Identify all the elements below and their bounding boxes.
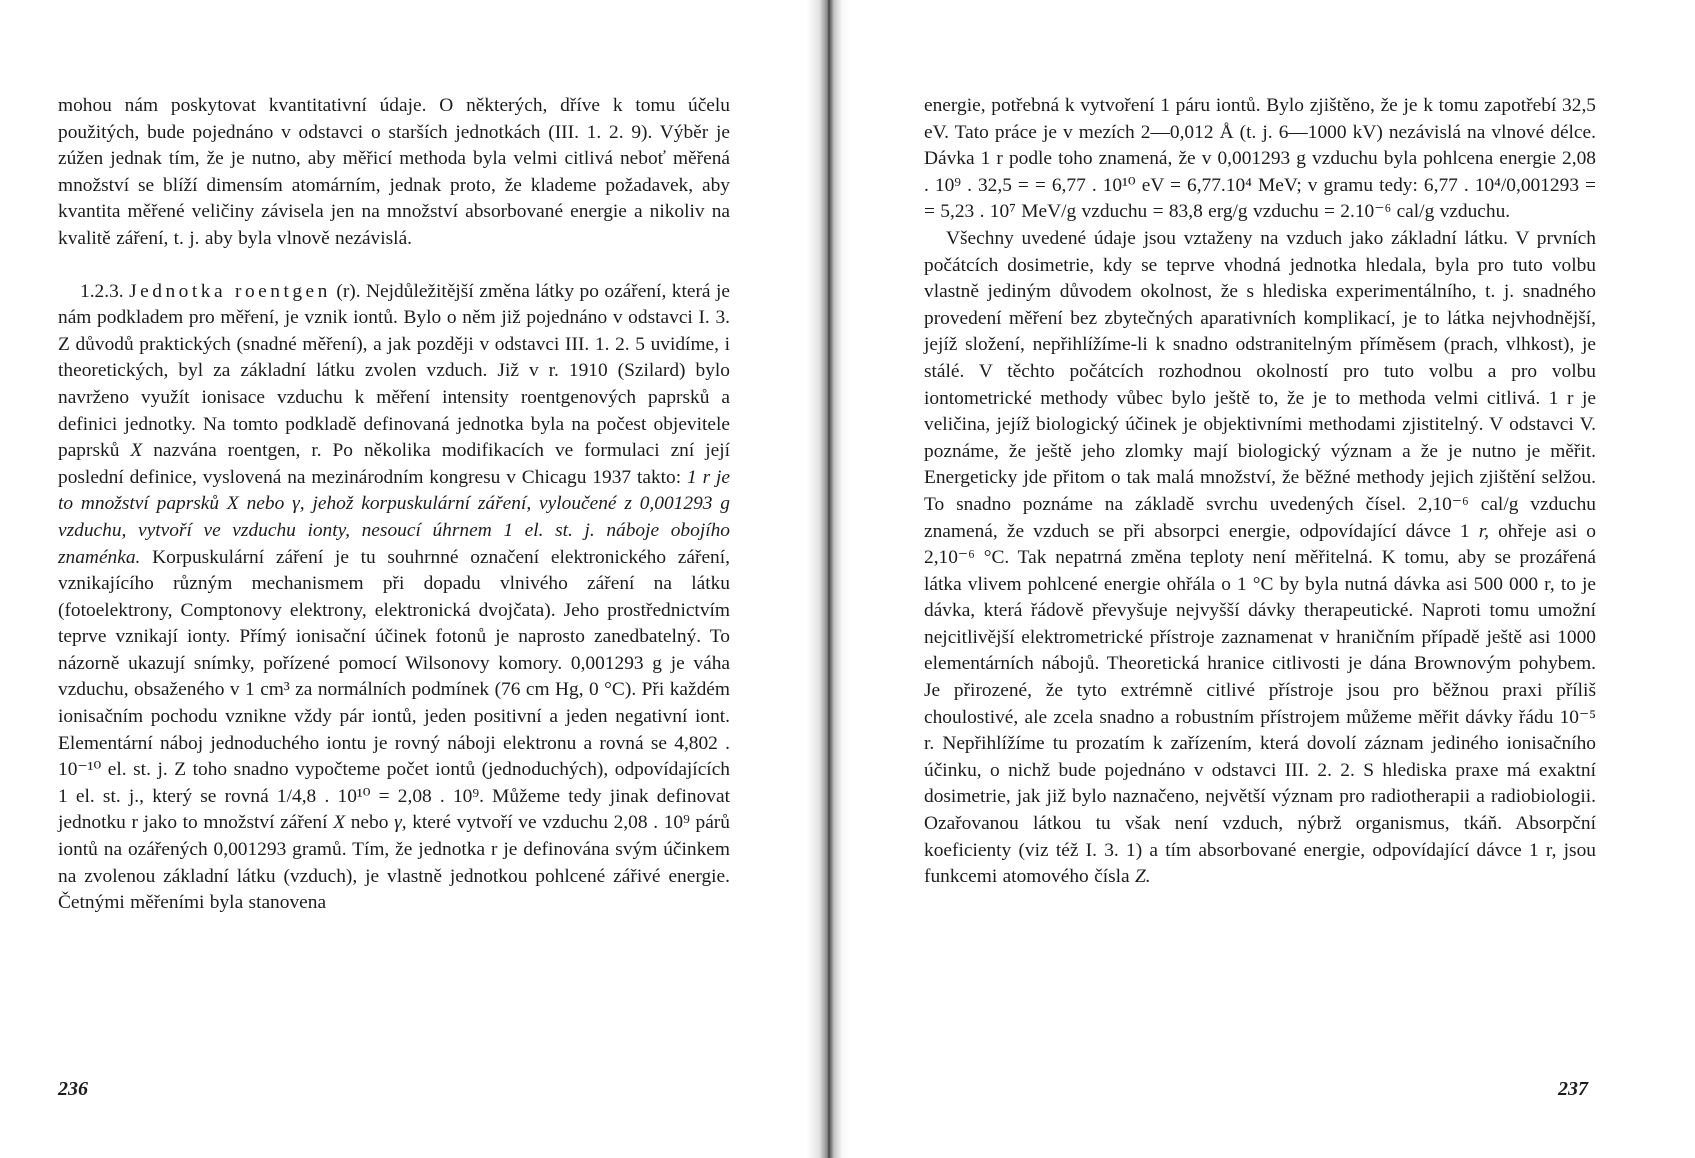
section-paragraph: 1.2.3. Jednotka roentgen (r). Nejdůležitější změna látky po ozáření, která je nám podkladem pro měření, je vznik iontů. Bylo o něm již pojednáno v odstavci I. 3. Z důvodů praktických (snadné měření), a jak později v odstavci III. 1. 2. 5 uvidíme, i theoretických, byl za základní látku zvolen vzduch. Již v r. 1910 (Szilard) bylo navrženo využít ionisace vzduchu k měření intensity roentgenových paprsků a definici jednotky. Na tomto podkladě definovaná jednotka byla na počest objevitele paprsků X nazvána roentgen, r. Po několika modifikacích ve formulaci zní její poslední definice, vyslovená na mezinárodním kongresu v Chicagu 1937 takto: 1 r je to množství paprsků X nebo γ, jehož korpuskulární záření, vyloučené z 0,001293 g vzduchu, vytvoří ve vzduchu ionty, nesoucí úhrnem 1 el. st. j. náboje obojího znaménka. Korpuskulární záření je tu souhrnné označení elektronického záření, vznikajícího různým mechanismem při dopadu vlnivého záření na látku (fotoelektrony, Comptonovy elektrony, elektronická dvojčata). Jeho prostřednictvím teprve vznikají ionty. Přímý ionisační účinek fotonů je naprosto zanedbatelný. To názorně ukazují snímky, pořízené pomocí Wilsonovy komory. 0,001293 g je váha vzduchu, obsaženého v 1 cm³ za normálních podmínek (76 cm Hg, 0 °C). Při každém ionisačním pochodu vznikne vždy pár iontů, jeden positivní a jeden negativní iont. Elementární náboj jednoduchého iontu je rovný náboji elektronu a rovná se 4,802 . 10⁻¹⁰ el. st. j. Z toho snadno vypočteme počet iontů (jednoduchých), odpovídajících 1 el. st. j., který se rovná 1/4,8 . 10¹⁰ = 2,08 . 10⁹. Můžeme tedy jinak definovat jednotku r jako to množství záření X nebo γ, které vytvoří ve vzduchu 2,08 . 10⁹ párů iontů na ozářených 0,001293 gramů. Tím, že jednotka r je definována svým účinkem na zvolenou základní látku (vzduch), je vlastně jednotkou pohlcené zářivé energie. Četnými měřeními byla stanovena	[58, 280, 730, 914]
left-page-text	[58, 93, 730, 917]
right-page	[828, 0, 1695, 1158]
book-gutter	[806, 0, 850, 1158]
right-page-text	[924, 93, 1596, 891]
section-number: 1.2.3.	[80, 280, 124, 302]
paragraph: energie, potřebná k vytvoření 1 páru iontů. Bylo zjištěno, že je k tomu zapotřebí 32,5 eV. Tato práce je v mezích 2—0,012 Å (t. j. 6—1000 kV) nezávislá na vlnové délce. Dávka 1 r podle toho znamená, že v 0,001293 g vzduchu byla pohlcena energie 2,08 . 10⁹ . 32,5 = = 6,77 . 10¹⁰ eV = 6,77.10⁴ MeV; v gramu tedy: 6,77 . 10⁴/0,001293 = = 5,23 . 10⁷ MeV/g vzduchu = 83,8 erg/g vzduchu = 2.10⁻⁶ cal/g vzduchu.	[924, 95, 1596, 223]
left-page	[0, 0, 828, 1158]
unit-definition: 1 r je to množství paprsků X nebo γ, jehož korpuskulární záření, vyloučené z 0,001293 g vzduchu, vytvoří ve vzduchu ionty, nesoucí úhrnem 1 el. st. j. náboje obojího znaménka.	[58, 466, 730, 568]
paragraph: Všechny uvedené údaje jsou vztaženy na vzduch jako základní látku. V prvních počátcích dosimetrie, kdy se teprve vhodná jednotka hledala, byla pro tuto volbu vlastně jediným důvodem okolnost, že s hlediska experimentálního, t. j. snadného provedení měření bez zbytečných aparativních komplikací, je to látka nejvhodnější, jejíž složení, nepřihlížíme-li k snadno odstranitelným příměsem (prach, vlhkost), je stálé. V těchto počátcích rozhodnou okolností pro tuto volbu a pro volbu iontometrické methody vůbec bylo ještě to, že je to methoda velmi citlivá. 1 r je veličina, jejíž biologický účinek je objektivními methodami zjistitelný. V odstavci V. poznáme, že ještě jeho zlomky mají biologický význam a že je nutno je měřit. Energeticky jde přitom o tak malá množství, že běžné methody jejich zjištění selžou. To snadno poznáme na základě svrchu uvedených čísel. 2,10⁻⁶ cal/g vzduchu znamená, že vzduch se při absorpci energie, odpovídající dávce 1 r, ohřeje asi o 2,10⁻⁶ °C. Tak nepatrná změna teploty není měřitelná. K tomu, aby se prozářená látka vlivem pohlcené energie ohřála o 1 °C by byla nutná dávka asi 500 000 r, to je dávka, která řádově převyšuje nejvyšší dávky therapeutické. Naproti tomu umožní nejcitlivější elektrometrické přístroje zaznamenat v hraničním případě ještě asi 1000 elementárních nábojů. Theoretická hranice citlivosti je dána Brownovým pohybem. Je přirozené, že tyto extrémně citlivé přístroje jsou pro běžnou praxi příliš choulostivé, ale zcela snadno a robustním přístrojem můžeme měřit dávky řádu 10⁻⁵ r. Nepřihlížíme tu prozatím k zařízením, která dovolí záznam jediného ionisačního účinku, o nichž bude pojednáno v odstavci III. 2. 2. S hlediska praxe má exaktní dosimetrie, jak již bylo naznačeno, největší význam pro radiotherapii a radiobiologii. Ozařovanou látkou tu však není vzduch, nýbrž organismus, tkáň. Absorpční koeficienty (viz též I. 3. 1) a tím absorbované energie, odpovídající dávce 1 r, jsou funkcemi atomového čísla Z.	[924, 227, 1596, 888]
paragraph: mohou nám poskytovat kvantitativní údaje. O některých, dříve k tomu účelu použitých, bude pojednáno v odstavci o starších jednotkách (III. 1. 2. 9). Výběr je zúžen jednak tím, že je nutno, aby měřicí methoda byla velmi citlivá neboť měřená množství se blíží dimensím atomárním, jednak proto, že klademe požadavek, aby kvantita měřené veličiny závisela jen na množství absorbované energie a nikoliv na kvalitě záření, t. j. aby byla vlnově nezávislá.	[58, 95, 730, 249]
section-heading: Jednotka roentgen	[129, 280, 331, 302]
page-number: 237	[1558, 1078, 1588, 1100]
page-number: 236	[58, 1078, 88, 1100]
